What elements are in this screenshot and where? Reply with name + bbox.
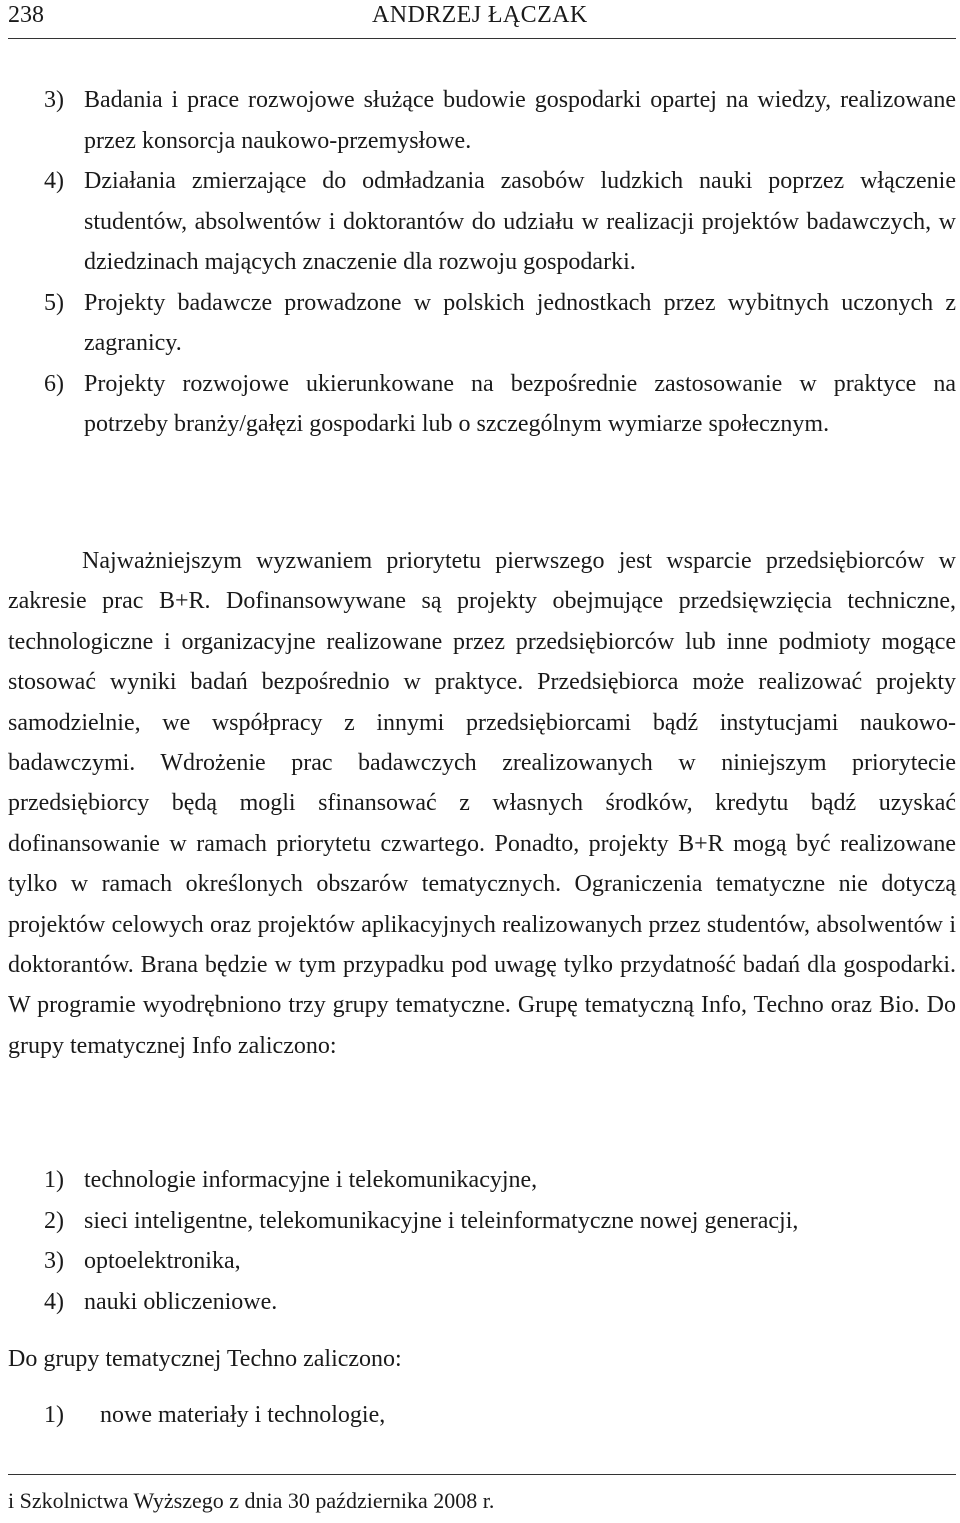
list-item-text: Działania zmierzające do odmładzania zasobów ludzkich nauki poprzez włączenie studentów, absolwentów i doktorantów do udziału w realizacji projektów badawczych, w dziedzinach mających znaczenie dla rozwoju gospodarki. [84,168,956,275]
list-item-number: 3) [44,1248,64,1274]
list-item [44,364,956,445]
page-header [8,0,956,38]
list-item [44,283,956,364]
list-item [44,1395,956,1435]
techno-intro: Do grupy tematycznej Techno zaliczono: [8,1346,402,1372]
list-item-number: 5) [44,289,64,316]
list-item-text: Projekty badawcze prowadzone w polskich jednostkach przez wybitnych uczonych z zagranicy. [84,289,956,356]
header-rule [8,38,956,39]
list-item-text: nauki obliczeniowe. [84,1288,278,1315]
list-item-number: 4) [44,1288,64,1315]
list-item [44,80,956,161]
list-item-number: 2) [44,1207,64,1234]
list-item-text: nowe materiały i technologie, [100,1402,386,1428]
list-item-number: 3) [44,87,64,113]
list-item [44,1201,956,1242]
page-number: 238 [8,2,44,28]
numbered-list-info [44,1160,956,1322]
list-item-number: 4) [44,168,64,194]
list-item-text: technologie informacyjne i telekomunikacyjne, [84,1167,538,1193]
list-item-text: sieci inteligentne, telekomunikacyjne i teleinformatyczne nowej generacji, [84,1207,799,1234]
list-item-number: 1) [44,1167,64,1193]
running-title: ANDRZEJ ŁĄCZAK [372,2,588,28]
list-item [44,1241,956,1282]
numbered-list-techno [44,1395,956,1435]
list-item-text: Badania i prace rozwojowe służące budowie gospodarki opartej na wiedzy, realizowane przez konsorcja naukowo-przemysłowe. [84,87,956,154]
numbered-list-research [44,80,956,445]
footnote: i Szkolnictwa Wyższego z dnia 30 października 2008 r. [8,1488,495,1513]
list-item [44,161,956,283]
footnote-rule [8,1474,956,1475]
body-paragraph: Najważniejszym wyzwaniem priorytetu pierwszego jest wsparcie przedsiębiorców w zakresie prac B+R. Dofinansowywane są projekty obejmujące przedsięwzięcia techniczne, technologiczne i organizacyjne realizowane przez przedsiębiorców lub inne podmioty mogące stosować wyniki badań bezpośrednio w praktyce. Przedsiębiorca może realizować projekty samodzielnie, we współpracy z innymi przedsiębiorcami bądź instytucjami naukowo-badawczymi. Wdrożenie prac badawczych zrealizowanych w niniejszym priorytecie przedsiębiorcy będą mogli sfinansować z własnych środków, kredytu bądź uzyskać dofinansowanie w ramach priorytetu czwartego. Ponadto, projekty B+R mogą być realizowane tylko w ramach określonych obszarów tematycznych. Ograniczenia tematyczne nie dotyczą projektów celowych oraz projektów aplikacyjnych realizowanych przez studentów, absolwentów i doktorantów. Brana będzie w tym przypadku pod uwagę tylko przydatność badań dla gospodarki. W programie wyodrębniono trzy grupy tematyczne. Grupę tematyczną Info, Techno oraz Bio. Do grupy tematycznej Info zaliczono: [8,548,956,1059]
list-item-text: Projekty rozwojowe ukierunkowane na bezpośrednie zastosowanie w praktyce na potrzeby branży/gałęzi gospodarki lub o szczególnym wymiarze społecznym. [84,370,956,437]
list-item-number: 6) [44,370,64,397]
list-item [44,1282,956,1323]
list-item-text: optoelektronika, [84,1248,241,1274]
list-item-number: 1) [44,1402,64,1428]
list-item [44,1160,956,1201]
